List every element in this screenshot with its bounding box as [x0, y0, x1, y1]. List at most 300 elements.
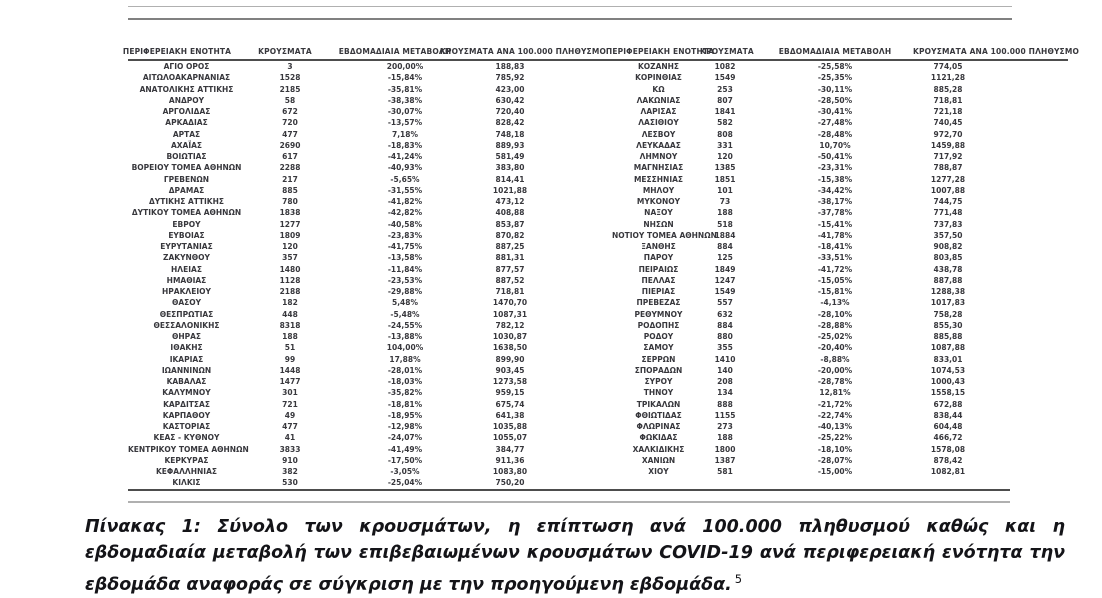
incidence-cell: 357,50 — [933, 230, 963, 240]
region-cell: ΑΡΓΟΛΙΔΑΣ — [162, 107, 211, 116]
incidence-cell: 641,38 — [495, 410, 525, 420]
region-cell: ΔΡΑΜΑΣ — [168, 185, 205, 195]
cases-cell: 807 — [717, 95, 733, 105]
cases-cell: 134 — [717, 388, 733, 398]
incidence-cell: 423,00 — [495, 84, 525, 94]
cases-cell: 331 — [717, 140, 733, 150]
header-incidence-right: ΚΡΟΥΣΜΑΤΑ ΑΝΑ 100.000 ΠΛΗΘΥΣΜΟ — [913, 47, 1079, 56]
region-cell: ΙΚΑΡΙΑΣ — [169, 354, 204, 364]
incidence-cell: 188,83 — [495, 62, 525, 71]
region-cell: ΓΡΕΒΕΝΩΝ — [163, 174, 210, 184]
cases-cell: 1155 — [714, 410, 736, 420]
incidence-cell: 718,81 — [933, 95, 963, 105]
incidence-cell: 972,70 — [933, 129, 963, 139]
weekly-change-cell: -15,41% — [817, 219, 853, 229]
region-cell: ΡΕΘΥΜΝΟΥ — [634, 309, 683, 319]
incidence-cell: 774,05 — [933, 62, 963, 71]
cases-cell: 99 — [284, 354, 296, 364]
cases-cell: 253 — [717, 84, 733, 94]
region-cell: ΗΛΕΙΑΣ — [171, 264, 202, 274]
incidence-cell: 630,42 — [495, 95, 525, 105]
cases-cell: 518 — [717, 219, 733, 229]
top-rule-light — [128, 6, 1012, 7]
incidence-cell: 1273,58 — [492, 377, 528, 386]
weekly-change-cell: -25,04% — [387, 478, 423, 488]
incidence-cell: 737,83 — [933, 219, 963, 229]
region-cell: ΦΩΚΙΔΑΣ — [639, 433, 678, 443]
weekly-change-cell: -4,13% — [820, 298, 850, 308]
cases-cell: 1884 — [714, 230, 736, 240]
incidence-cell: 838,44 — [933, 410, 963, 420]
cases-cell: 125 — [717, 253, 733, 263]
incidence-cell: 1087,31 — [492, 309, 528, 319]
top-rule-dark — [128, 18, 1012, 20]
weekly-change-cell: -41,49% — [387, 444, 423, 454]
cases-cell: 1128 — [279, 275, 301, 285]
region-cell: ΣΥΡΟΥ — [644, 377, 673, 386]
weekly-change-cell: -33,51% — [817, 253, 853, 263]
cases-cell: 2288 — [279, 163, 301, 173]
weekly-change-cell: 17,88% — [389, 354, 421, 364]
cases-cell: 3833 — [279, 444, 301, 454]
cases-cell: 8318 — [279, 320, 301, 330]
incidence-cell: 384,77 — [495, 444, 525, 454]
region-cell: ΚΑΡΔΙΤΣΑΣ — [163, 399, 210, 409]
weekly-change-cell: -30,11% — [817, 84, 853, 94]
weekly-change-cell: -5,65% — [390, 174, 420, 184]
weekly-change-cell: -25,58% — [817, 62, 853, 71]
cases-cell: 477 — [282, 422, 298, 431]
region-cell: ΚΩ — [652, 84, 665, 94]
cases-cell: 49 — [284, 410, 296, 420]
cases-cell: 355 — [717, 343, 733, 353]
cases-cell: 880 — [717, 332, 733, 341]
region-cell: ΝΑΞΟΥ — [644, 208, 673, 218]
cases-cell: 1800 — [714, 444, 736, 454]
cases-cell: 632 — [717, 309, 733, 319]
weekly-change-cell: -18,83% — [387, 140, 423, 150]
cases-cell: 188 — [717, 208, 733, 218]
region-cell: ΑΙΤΩΛΟΑΚΑΡΝΑΝΙΑΣ — [142, 73, 231, 83]
incidence-cell: 740,45 — [933, 118, 963, 128]
cases-cell: 41 — [284, 433, 296, 443]
weekly-change-cell: -15,00% — [817, 467, 853, 476]
cases-cell: 101 — [717, 185, 733, 195]
weekly-change-cell: -5,48% — [390, 309, 420, 319]
cases-cell: 58 — [284, 95, 296, 105]
region-cell: ΦΛΩΡΙΝΑΣ — [636, 422, 681, 431]
weekly-change-cell: -28,10% — [817, 309, 853, 319]
weekly-change-cell: -25,35% — [817, 73, 853, 83]
cases-cell: 617 — [282, 152, 298, 161]
incidence-cell: 885,28 — [933, 84, 963, 94]
weekly-change-cell: -37,78% — [817, 208, 853, 218]
incidence-cell: 877,57 — [495, 264, 525, 274]
region-cell: ΚΑΡΠΑΘΟΥ — [162, 410, 211, 420]
incidence-cell: 903,45 — [495, 365, 525, 375]
region-cell: ΠΑΡΟΥ — [643, 253, 674, 263]
incidence-cell: 1030,87 — [492, 332, 528, 341]
incidence-cell: 828,42 — [495, 118, 525, 128]
incidence-cell: 814,41 — [495, 174, 525, 184]
region-cell: ΛΕΥΚΑΔΑΣ — [636, 140, 681, 150]
cases-cell: 477 — [282, 129, 298, 139]
region-cell: ΚΕΦΑΛΛΗΝΙΑΣ — [156, 467, 217, 476]
region-cell: ΔΥΤΙΚΗΣ ΑΤΤΙΚΗΣ — [148, 197, 224, 206]
cases-cell: 672 — [282, 107, 298, 116]
incidence-cell: 466,72 — [933, 433, 963, 443]
weekly-change-cell: -41,24% — [387, 152, 423, 161]
weekly-change-cell: -23,83% — [387, 230, 423, 240]
cases-cell: 808 — [717, 129, 733, 139]
incidence-cell: 782,12 — [495, 320, 525, 330]
incidence-cell: 833,01 — [933, 354, 963, 364]
region-cell: ΧΑΛΚΙΔΙΚΗΣ — [632, 444, 685, 454]
cases-cell: 188 — [717, 433, 733, 443]
incidence-cell: 721,18 — [933, 107, 963, 116]
weekly-change-cell: -31,55% — [387, 185, 423, 195]
weekly-change-cell: -15,38% — [817, 174, 853, 184]
weekly-change-cell: -15,05% — [817, 275, 853, 285]
region-cell: ΚΕΝΤΡΙΚΟΥ ΤΟΜΕΑ ΑΘΗΝΩΝ — [128, 444, 249, 454]
region-cell: ΑΝΔΡΟΥ — [168, 95, 205, 105]
weekly-change-cell: -25,22% — [817, 433, 853, 443]
header-region-left: ΠΕΡΙΦΕΡΕΙΑΚΗ ΕΝΟΤΗΤΑ — [122, 47, 232, 56]
region-cell: ΛΑΚΩΝΙΑΣ — [636, 95, 681, 105]
cases-cell: 884 — [717, 320, 733, 330]
cases-cell: 1849 — [714, 264, 736, 274]
weekly-change-cell: -22,74% — [817, 410, 853, 420]
incidence-cell: 383,80 — [495, 163, 525, 173]
incidence-cell: 1035,88 — [492, 422, 528, 431]
region-cell: ΠΕΛΛΑΣ — [641, 275, 676, 285]
region-cell: ΒΟΙΩΤΙΑΣ — [166, 152, 207, 161]
incidence-cell: 1459,88 — [930, 140, 966, 150]
region-cell: ΣΠΟΡΑΔΩΝ — [634, 365, 683, 375]
header-incidence-left: ΚΡΟΥΣΜΑΤΑ ΑΝΑ 100.000 ΠΛΗΘΥΣΜΟ — [440, 47, 606, 56]
region-cell: ΣΑΜΟΥ — [643, 343, 674, 353]
incidence-cell: 870,82 — [495, 230, 525, 240]
caption-footnote-marker: 5 — [734, 572, 743, 586]
table-caption — [85, 514, 1065, 598]
header-region-right: ΠΕΡΙΦΕΡΕΙΑΚΗ ΕΝΟΤΗΤΑ — [605, 47, 715, 56]
incidence-cell: 771,48 — [933, 208, 963, 218]
weekly-change-cell: -25,02% — [817, 332, 853, 341]
region-cell: ΗΜΑΘΙΑΣ — [166, 275, 207, 285]
region-cell: ΝΗΣΩΝ — [643, 219, 674, 229]
incidence-cell: 887,25 — [495, 242, 525, 251]
incidence-cell: 803,85 — [933, 253, 963, 263]
weekly-change-cell: -30,07% — [387, 107, 423, 116]
header-change-left: ΕΒΔΟΜΑΔΙΑΙΑ ΜΕΤΑΒΟΛΗ — [338, 47, 452, 56]
region-cell: ΘΗΡΑΣ — [171, 332, 202, 341]
incidence-cell: 1087,88 — [930, 343, 966, 353]
incidence-cell: 887,52 — [495, 275, 525, 285]
weekly-change-cell: 104,00% — [386, 343, 424, 353]
cases-cell: 120 — [282, 242, 298, 251]
region-cell: ΚΑΣΤΟΡΙΑΣ — [162, 422, 211, 431]
cases-cell: 1385 — [714, 163, 736, 173]
weekly-change-cell: -28,01% — [387, 365, 423, 375]
cases-cell: 888 — [717, 399, 733, 409]
weekly-change-cell: -20,00% — [817, 365, 853, 375]
weekly-change-cell: -18,41% — [817, 242, 853, 251]
incidence-cell: 911,36 — [495, 455, 525, 465]
region-cell: ΠΕΙΡΑΙΩΣ — [638, 264, 679, 274]
region-cell: ΕΥΒΟΙΑΣ — [168, 230, 205, 240]
incidence-cell: 473,12 — [495, 197, 525, 206]
weekly-change-cell: -21,72% — [817, 399, 853, 409]
cases-cell: 885 — [282, 185, 298, 195]
incidence-cell: 750,20 — [495, 478, 525, 488]
weekly-change-cell: -41,72% — [817, 264, 853, 274]
cases-cell: 557 — [717, 298, 733, 308]
cases-cell: 273 — [717, 422, 733, 431]
incidence-cell: 744,75 — [933, 197, 963, 206]
weekly-change-cell: -24,55% — [387, 320, 423, 330]
weekly-change-cell: -8,88% — [820, 354, 850, 364]
page-bottom-rule — [128, 501, 1010, 503]
region-cell: ΧΑΝΙΩΝ — [641, 455, 676, 465]
cases-cell: 382 — [282, 467, 298, 476]
weekly-change-cell: -18,10% — [817, 444, 853, 454]
region-cell: ΚΟΖΑΝΗΣ — [637, 62, 680, 71]
incidence-cell: 1558,15 — [930, 388, 966, 398]
weekly-change-cell: -29,88% — [387, 287, 423, 296]
cases-cell: 140 — [717, 365, 733, 375]
cases-cell: 582 — [717, 118, 733, 128]
cases-cell: 720 — [282, 118, 298, 128]
incidence-cell: 581,49 — [495, 152, 525, 161]
cases-cell: 530 — [282, 478, 298, 488]
weekly-change-cell: -3,05% — [390, 467, 420, 476]
incidence-cell: 1470,70 — [492, 298, 528, 308]
incidence-cell: 1017,83 — [930, 298, 966, 308]
region-cell: ΗΡΑΚΛΕΙΟΥ — [162, 287, 211, 296]
region-cell: ΕΥΡΥΤΑΝΙΑΣ — [160, 242, 213, 251]
weekly-change-cell: -28,48% — [817, 129, 853, 139]
weekly-change-cell: -38,17% — [817, 197, 853, 206]
weekly-change-cell: -18,81% — [387, 399, 423, 409]
cases-cell: 182 — [282, 298, 298, 308]
region-cell: ΦΘΙΩΤΙΔΑΣ — [635, 410, 682, 420]
weekly-change-cell: -17,50% — [387, 455, 423, 465]
incidence-cell: 748,18 — [495, 129, 525, 139]
header-cases-right: ΚΡΟΥΣΜΑΤΑ — [700, 47, 754, 56]
incidence-cell: 908,82 — [933, 242, 963, 251]
cases-cell: 1448 — [279, 365, 301, 375]
cases-cell: 721 — [282, 399, 298, 409]
weekly-change-cell: -28,07% — [817, 455, 853, 465]
table-header-row — [0, 47, 1102, 59]
weekly-change-cell: -42,82% — [387, 208, 423, 218]
incidence-cell: 718,81 — [495, 287, 525, 296]
weekly-change-cell: -40,93% — [387, 163, 423, 173]
cases-cell: 1410 — [714, 354, 736, 364]
cases-cell: 1809 — [279, 230, 301, 240]
region-cell: ΘΑΣΟΥ — [171, 298, 202, 308]
incidence-cell: 855,30 — [933, 320, 963, 330]
region-cell: ΙΩΑΝΝΙΝΩΝ — [161, 365, 212, 375]
weekly-change-cell: 12,81% — [819, 388, 851, 398]
region-cell: ΧΙΟΥ — [648, 467, 669, 476]
cases-cell: 2188 — [279, 287, 301, 296]
incidence-cell: 672,88 — [933, 399, 963, 409]
incidence-cell: 887,88 — [933, 275, 963, 285]
cases-cell: 1387 — [714, 455, 736, 465]
cases-cell: 1247 — [714, 275, 736, 285]
region-cell: ΛΗΜΝΟΥ — [639, 152, 678, 161]
incidence-cell: 1000,43 — [930, 377, 966, 386]
region-cell: ΠΡΕΒΕΖΑΣ — [636, 298, 681, 308]
cases-cell: 120 — [717, 152, 733, 161]
region-cell: ΕΒΡΟΥ — [172, 219, 201, 229]
incidence-cell: 785,92 — [495, 73, 525, 83]
weekly-change-cell: -12,98% — [387, 422, 423, 431]
weekly-change-cell: -41,75% — [387, 242, 423, 251]
weekly-change-cell: -50,41% — [817, 152, 853, 161]
region-cell: ΘΕΣΣΑΛΟΝΙΚΗΣ — [153, 320, 220, 330]
weekly-change-cell: -35,81% — [387, 84, 423, 94]
cases-cell: 1277 — [279, 219, 301, 229]
incidence-cell: 1578,08 — [930, 444, 966, 454]
weekly-change-cell: -35,82% — [387, 388, 423, 398]
cases-cell: 1480 — [279, 264, 301, 274]
weekly-change-cell: -18,95% — [387, 410, 423, 420]
incidence-cell: 1082,81 — [930, 467, 966, 476]
cases-cell: 1851 — [714, 174, 736, 184]
weekly-change-cell: -15,81% — [817, 287, 853, 296]
header-change-right: ΕΒΔΟΜΑΔΙΑΙΑ ΜΕΤΑΒΟΛΗ — [778, 47, 892, 56]
region-cell: ΜΗΛΟΥ — [642, 185, 675, 195]
region-cell: ΝΟΤΙΟΥ ΤΟΜΕΑ ΑΘΗΝΩΝ — [612, 230, 717, 240]
region-cell: ΚΑΛΥΜΝΟΥ — [162, 388, 211, 398]
weekly-change-cell: -20,40% — [817, 343, 853, 353]
caption-text: Πίνακας 1: Σύνολο των κρουσμάτων, η επίπτωση ανά 100.000 πληθυσμού καθώς και η εβδομαδιαία μεταβολή των επιβεβαιωμένων κρουσμάτων COVID-19 ανά περιφερειακή ενότητα την εβδομάδα αναφοράς σε σύγκριση με την προηγούμενη εβδομάδα. — [85, 517, 1065, 595]
incidence-cell: 1021,88 — [492, 185, 528, 195]
weekly-change-cell: -34,42% — [817, 185, 853, 195]
cases-cell: 301 — [282, 388, 298, 398]
region-cell: ΚΑΒΑΛΑΣ — [166, 377, 207, 386]
region-cell: ΙΘΑΚΗΣ — [170, 343, 203, 353]
cases-cell: 581 — [717, 467, 733, 476]
region-cell: ΚΙΛΚΙΣ — [172, 478, 201, 488]
region-cell: ΘΕΣΠΡΩΤΙΑΣ — [159, 309, 214, 319]
cases-cell: 2185 — [279, 84, 301, 94]
incidence-cell: 604,48 — [933, 422, 963, 431]
incidence-cell: 1288,38 — [930, 287, 966, 296]
cases-cell: 1841 — [714, 107, 736, 116]
weekly-change-cell: -23,53% — [387, 275, 423, 285]
region-cell: ΚΕΑΣ - ΚΥΘΝΟΥ — [153, 433, 220, 443]
incidence-cell: 885,88 — [933, 332, 963, 341]
weekly-change-cell: -18,03% — [387, 377, 423, 386]
weekly-change-cell: -41,82% — [387, 197, 423, 206]
incidence-cell: 1121,28 — [930, 73, 966, 83]
weekly-change-cell: -41,78% — [817, 230, 853, 240]
cases-cell: 188 — [282, 332, 298, 341]
cases-cell: 1838 — [279, 208, 301, 218]
incidence-cell: 1083,80 — [492, 467, 528, 476]
weekly-change-cell: -40,58% — [387, 219, 423, 229]
incidence-cell: 758,28 — [933, 309, 963, 319]
region-cell: ΠΙΕΡΙΑΣ — [641, 287, 676, 296]
region-cell: ΖΑΚΥΝΘΟΥ — [163, 253, 210, 263]
region-cell: ΑΧΑΪΑΣ — [170, 140, 203, 150]
cases-cell: 208 — [717, 377, 733, 386]
weekly-change-cell: 7,18% — [391, 129, 419, 139]
cases-cell: 910 — [282, 455, 298, 465]
weekly-change-cell: 5,48% — [391, 298, 419, 308]
table-body — [128, 61, 1068, 489]
cases-cell: 357 — [282, 253, 298, 263]
weekly-change-cell: -13,57% — [387, 118, 423, 128]
incidence-cell: 1074,53 — [930, 365, 966, 375]
incidence-cell: 717,92 — [933, 152, 963, 161]
incidence-cell: 408,88 — [495, 208, 525, 218]
region-cell: ΑΝΑΤΟΛΙΚΗΣ ΑΤΤΙΚΗΣ — [139, 84, 234, 94]
cases-cell: 1477 — [279, 377, 301, 386]
weekly-change-cell: 200,00% — [386, 62, 424, 71]
cases-cell: 1528 — [279, 73, 301, 83]
region-cell: ΔΥΤΙΚΟΥ ΤΟΜΕΑ ΑΘΗΝΩΝ — [131, 208, 242, 218]
cases-cell: 51 — [284, 343, 296, 353]
region-cell: ΤΡΙΚΑΛΩΝ — [636, 399, 681, 409]
weekly-change-cell: 10,70% — [819, 140, 851, 150]
incidence-cell: 889,93 — [495, 140, 525, 150]
region-cell: ΡΟΔΟΠΗΣ — [637, 320, 680, 330]
weekly-change-cell: -15,84% — [387, 73, 423, 83]
header-cases-left: ΚΡΟΥΣΜΑΤΑ — [258, 47, 312, 56]
region-cell: ΤΗΝΟΥ — [643, 388, 674, 398]
incidence-cell: 853,87 — [495, 219, 525, 229]
weekly-change-cell: -28,50% — [817, 95, 853, 105]
cases-cell: 3 — [287, 62, 293, 71]
cases-cell: 1082 — [714, 62, 736, 71]
incidence-cell: 675,74 — [495, 399, 525, 409]
cases-cell: 1549 — [714, 73, 736, 83]
incidence-cell: 1007,88 — [930, 185, 966, 195]
incidence-cell: 959,15 — [495, 388, 525, 398]
table-bottom-rule — [128, 489, 1010, 491]
region-cell: ΜΕΣΣΗΝΙΑΣ — [633, 174, 684, 184]
region-cell: ΚΕΡΚΥΡΑΣ — [164, 455, 209, 465]
weekly-change-cell: -11,84% — [387, 264, 423, 274]
incidence-cell: 1277,28 — [930, 174, 966, 184]
cases-cell: 884 — [717, 242, 733, 251]
cases-cell: 780 — [282, 197, 298, 206]
weekly-change-cell: -24,07% — [387, 433, 423, 443]
region-cell: ΒΟΡΕΙΟΥ ΤΟΜΕΑ ΑΘΗΝΩΝ — [131, 163, 242, 173]
cases-cell: 1549 — [714, 287, 736, 296]
cases-cell: 217 — [282, 174, 298, 184]
weekly-change-cell: -28,88% — [817, 320, 853, 330]
region-cell: ΛΑΣΙΘΙΟΥ — [638, 118, 679, 128]
region-cell: ΚΟΡΙΝΘΙΑΣ — [635, 73, 682, 83]
region-cell: ΑΡΚΑΔΙΑΣ — [165, 118, 208, 128]
weekly-change-cell: -40,13% — [817, 422, 853, 431]
region-cell: ΑΡΤΑΣ — [172, 129, 201, 139]
region-cell: ΛΑΡΙΣΑΣ — [640, 107, 677, 116]
weekly-change-cell: -27,48% — [817, 118, 853, 128]
weekly-change-cell: -38,38% — [387, 95, 423, 105]
cases-cell: 2690 — [279, 140, 301, 150]
region-cell: ΜΥΚΟΝΟΥ — [636, 197, 681, 206]
weekly-change-cell: -23,31% — [817, 163, 853, 173]
incidence-cell: 438,78 — [933, 264, 963, 274]
weekly-change-cell: -13,88% — [387, 332, 423, 341]
region-cell: ΛΕΣΒΟΥ — [641, 129, 676, 139]
